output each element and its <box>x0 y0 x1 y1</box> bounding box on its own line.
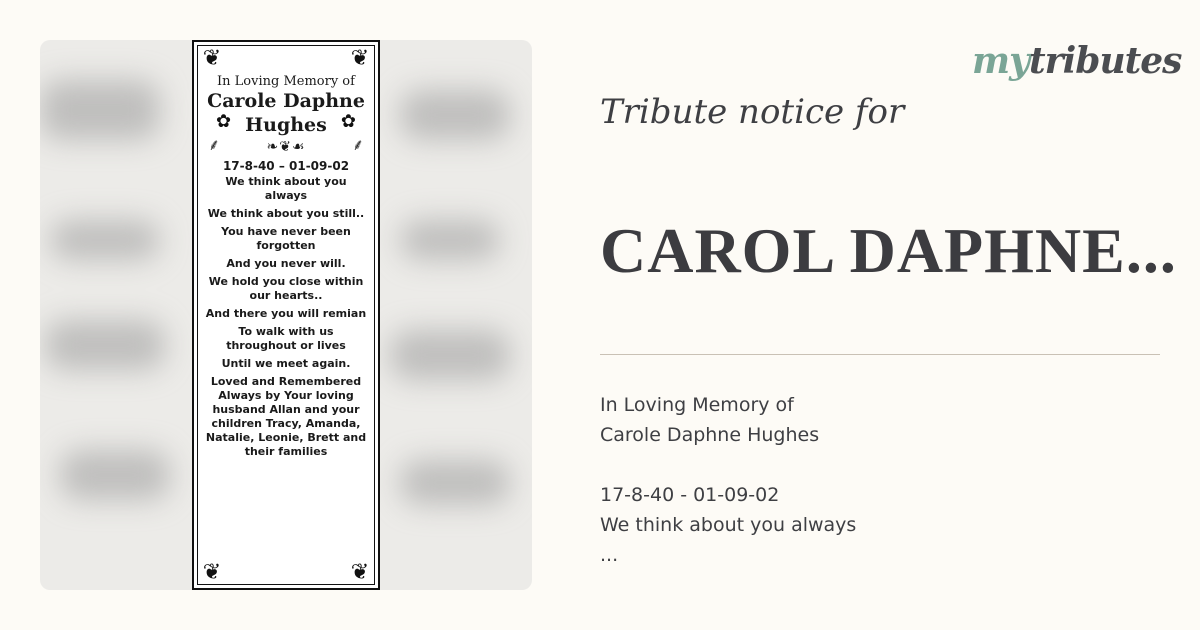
ornament-corner-icon: ❦ <box>350 559 370 584</box>
stem-icon: ⸙ <box>208 137 221 154</box>
verse-line: We think about you always <box>225 175 347 202</box>
ornament-corner-icon: ❦ <box>350 45 370 70</box>
verse-line: You have never been forgotten <box>221 225 351 252</box>
page-title: CAROL DAPHNE... <box>600 215 1177 286</box>
notice-excerpt <box>600 390 1160 570</box>
notice-dates: 17-8-40 – 01-09-02 <box>222 159 350 173</box>
notice-name-line2: Hughes <box>245 114 327 136</box>
flourish-icon: ❧❦☙ <box>266 138 306 154</box>
verse-line: To walk with us throughout or lives <box>226 325 346 352</box>
verse-line: And you never will. <box>226 257 346 270</box>
verse-line: We think about you still.. <box>207 207 365 220</box>
verse-line: We hold you close within our hearts.. <box>208 275 364 302</box>
verse-line: Until we meet again. <box>221 357 351 370</box>
verse-line: And there you will remian <box>205 307 367 320</box>
verse-line: Loved and Remembered Always by Your loving husband Allan and your children Tracy, Amanda, Natalie, Leonie, Brett and their families <box>205 375 367 458</box>
death-notice <box>192 40 380 590</box>
mytributes-logo[interactable] <box>972 40 1182 82</box>
stem-icon: ⸙ <box>351 137 364 154</box>
logo-tributes: tributes <box>1029 40 1182 82</box>
notice-image-panel[interactable] <box>40 40 532 590</box>
ornament-corner-icon: ❦ <box>202 45 222 70</box>
rose-icon: ✿ <box>216 111 232 131</box>
logo-my: my <box>972 40 1030 82</box>
excerpt-line: In Loving Memory of <box>600 394 794 416</box>
divider <box>600 354 1160 355</box>
flourish-divider <box>194 137 378 157</box>
ornament-corner-icon: ❦ <box>202 559 222 584</box>
excerpt-line: Carole Daphne Hughes <box>600 424 820 446</box>
excerpt-line: 17-8-40 - 01-09-02 <box>600 484 780 506</box>
rose-icon: ✿ <box>340 111 356 131</box>
excerpt-line: We think about you always <box>600 514 857 536</box>
excerpt-ellipsis: ... <box>600 544 619 566</box>
notice-heading: In Loving Memory of <box>217 74 355 89</box>
notice-name-line1: Carole Daphne <box>207 90 365 112</box>
notice-verse <box>194 173 378 459</box>
page-subtitle: Tribute notice for <box>600 92 905 132</box>
